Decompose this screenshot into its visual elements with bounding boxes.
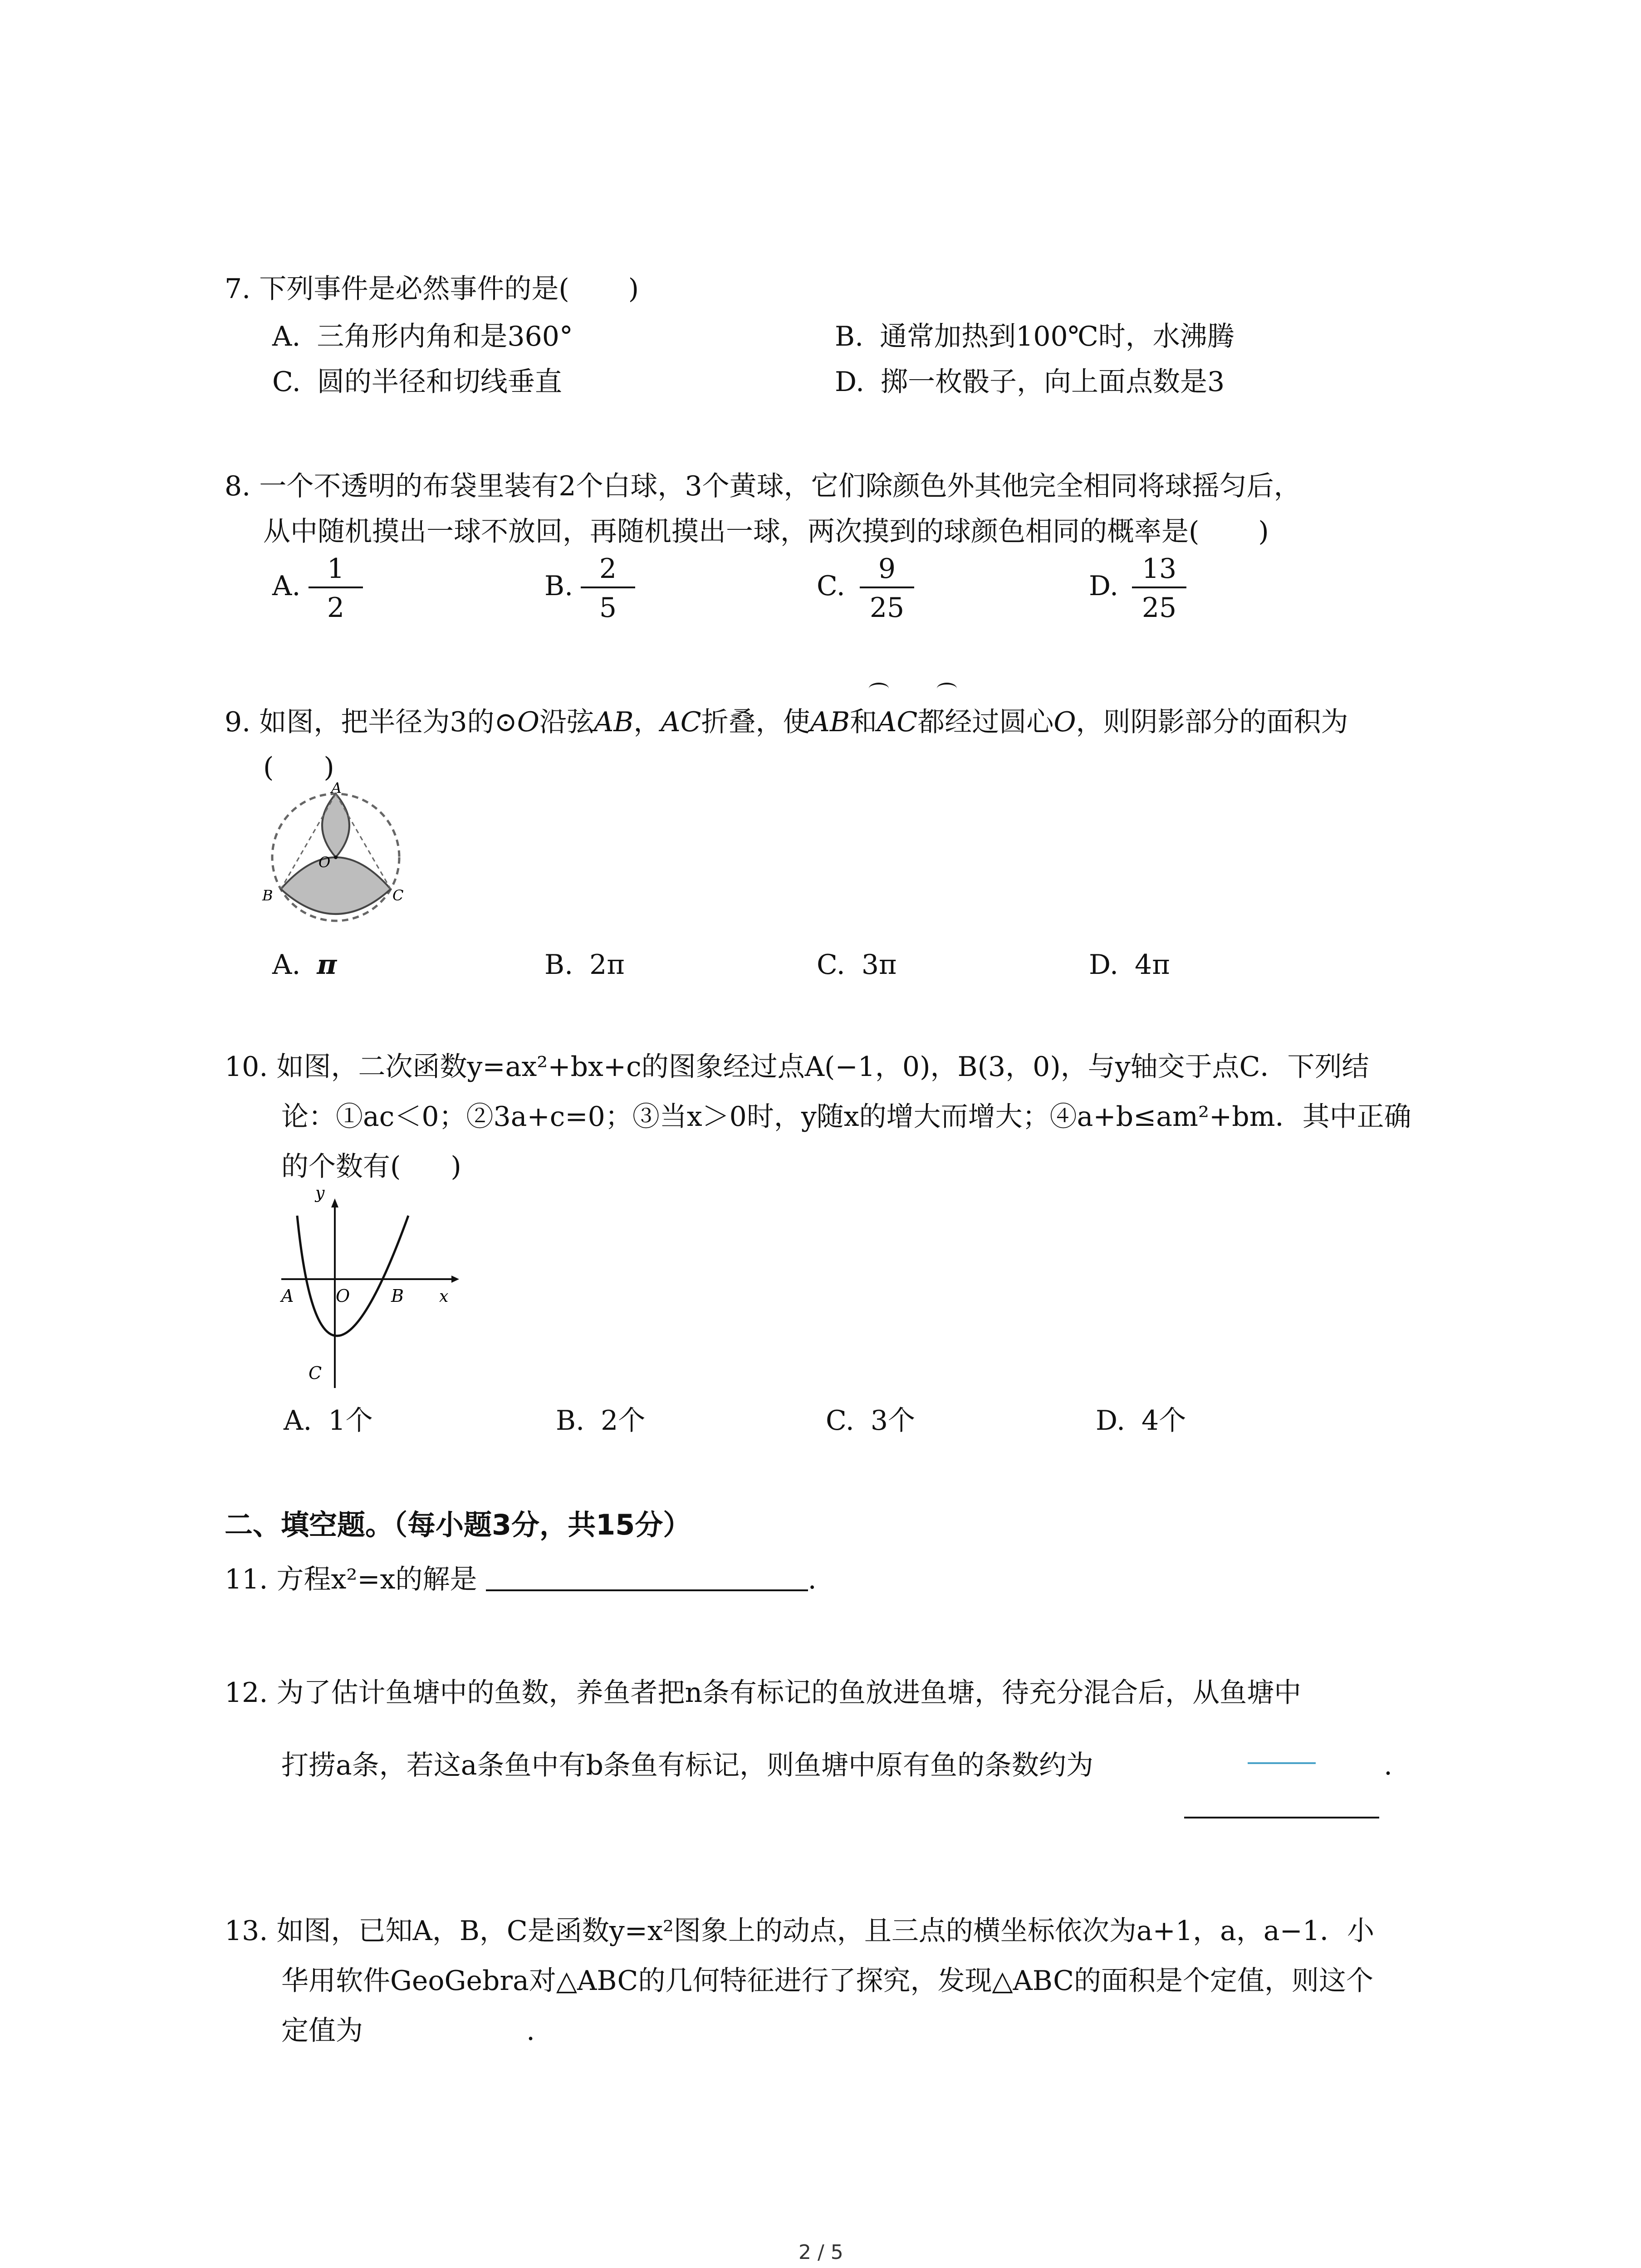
q10-number: 10. [225, 1051, 268, 1083]
q9-var: O [517, 706, 539, 738]
q8-option-a[interactable] [272, 567, 300, 605]
q13-line3-text: 定值为 [281, 2015, 363, 2047]
q10-line3-text: 的个数有( [281, 1151, 401, 1183]
q13-line2 [281, 1962, 1373, 2000]
q7-option-a[interactable] [272, 318, 573, 356]
denominator: 25 [1141, 592, 1177, 624]
q8-line1-text: 一个不透明的布袋里装有2个白球，3个黄球，它们除颜色外其他完全相同将球摇匀后， [259, 470, 1301, 502]
x-axis-arrow [451, 1276, 459, 1283]
q12-fraction-bar [1248, 1762, 1316, 1764]
option-label: C. [817, 570, 845, 602]
q9-option-a[interactable] [272, 946, 337, 984]
q7-option-c[interactable] [272, 363, 562, 401]
q9-circle-figure [259, 779, 413, 925]
option-label: B. [544, 570, 573, 602]
q10-option-d[interactable] [1096, 1402, 1186, 1440]
q7-stem-text: 下列事件是必然事件的是( [259, 273, 569, 305]
arc-mark-ab [869, 683, 889, 694]
q8-option-c[interactable] [817, 567, 845, 605]
label-b: B [262, 887, 273, 904]
y-axis-arrow [331, 1198, 338, 1207]
option-label: C. [817, 949, 845, 981]
label-o: O [318, 854, 331, 871]
q9-var: AB [810, 706, 850, 738]
numerator: 9 [860, 551, 914, 588]
q9-var: AC [661, 706, 701, 738]
q9-text: 都经过圆心 [917, 706, 1054, 738]
numerator: 13 [1132, 551, 1186, 588]
q13-line3 [281, 2012, 535, 2050]
option-text: 三角形内角和是360° [317, 321, 573, 352]
label-y: y [315, 1184, 325, 1202]
q8-option-d[interactable] [1089, 567, 1118, 605]
q9-open: ( [263, 752, 274, 783]
q9-var: AB [593, 706, 634, 738]
option-label: A. [272, 949, 301, 981]
label-a: A [281, 1286, 294, 1306]
q11-answer-blank[interactable] [486, 1589, 808, 1591]
option-label: C. [272, 366, 301, 398]
q10-parabola-figure [272, 1184, 463, 1402]
page-number: 2 / 5 [798, 2241, 843, 2264]
parabola-curve [297, 1216, 408, 1336]
q9-text: ，则阴影部分的面积为 [1076, 706, 1348, 738]
q13-line1-text: 如图，已知A，B，C是函数y=x²图象上的动点，且三点的横坐标依次为a+1，a，a−1．小 [276, 1915, 1375, 1947]
q8-fraction-c [860, 551, 914, 627]
q12-end: . [1384, 1750, 1393, 1781]
option-text: 4个 [1141, 1405, 1186, 1437]
option-text: 2π [589, 949, 625, 981]
q9-text: ， [633, 706, 661, 738]
q12-line2-text: 打捞a条，若这a条鱼中有b条鱼有标记，则鱼塘中原有鱼的条数约为 [281, 1750, 1093, 1781]
q8-fraction-d [1132, 551, 1186, 627]
q12-answer-blank[interactable] [1184, 1817, 1379, 1818]
option-text: 3个 [870, 1405, 916, 1437]
option-label: D. [1089, 949, 1119, 981]
option-label: D. [1096, 1405, 1126, 1437]
option-text: 3π [861, 949, 897, 981]
option-label: D. [835, 366, 865, 398]
q7-stem [225, 270, 639, 308]
q10-option-c[interactable] [826, 1402, 915, 1440]
shaded-lens-top [322, 794, 349, 857]
q10-option-a[interactable] [284, 1402, 373, 1440]
option-label: B. [835, 321, 864, 352]
q7-close: ) [628, 273, 639, 305]
q12-line1 [225, 1674, 1301, 1712]
numerator: 1 [309, 551, 363, 588]
label-a: A [331, 779, 342, 797]
q11-number: 11. [225, 1564, 268, 1595]
q10-line1 [225, 1048, 1369, 1086]
q9-option-b[interactable] [544, 946, 625, 984]
q11-text: 方程x²=x的解是 [276, 1564, 477, 1595]
q10-line3 [281, 1148, 461, 1186]
q9-var: AC [877, 706, 918, 738]
q11-line [225, 1560, 817, 1598]
q11-end: . [808, 1564, 817, 1595]
q10-close: ) [451, 1151, 461, 1183]
q9-text: 如图，把半径为3的⊙ [259, 706, 517, 738]
q9-option-c[interactable] [817, 946, 896, 984]
section-title: 二、填空题。（每小题3分，共15分） [225, 1508, 691, 1541]
option-label: C. [826, 1405, 854, 1437]
option-label: B. [544, 949, 573, 981]
q9-line1 [225, 703, 1348, 741]
option-label: B. [556, 1405, 585, 1437]
q8-fraction-a [309, 551, 363, 627]
option-text: π [317, 949, 337, 981]
option-label: D. [1089, 570, 1119, 602]
q9-text: 和 [850, 706, 877, 738]
q13-line2-text: 华用软件GeoGebra对△ABC的几何特征进行了探究，发现△ABC的面积是个定值，则这个 [281, 1965, 1374, 1997]
option-label: A. [272, 321, 301, 352]
option-text: 1个 [328, 1405, 373, 1437]
option-text: 掷一枚骰子，向上面点数是3 [881, 366, 1225, 398]
q13-number: 13. [225, 1915, 268, 1947]
q8-fraction-b [581, 551, 635, 627]
shaded-bottom-region [281, 857, 391, 914]
option-text: 4π [1135, 949, 1170, 981]
q9-option-d[interactable] [1089, 946, 1170, 984]
label-x: x [439, 1287, 449, 1306]
q8-line1 [225, 467, 1301, 505]
q10-line1-text: 如图，二次函数y=ax²+bx+c的图象经过点A(−1，0)，B(3，0)，与y轴交于点C．下列结 [276, 1051, 1369, 1083]
center-point [334, 855, 338, 859]
option-text: 通常加热到100℃时，水沸腾 [880, 321, 1234, 352]
label-b: B [391, 1286, 404, 1306]
option-text: 2个 [601, 1405, 646, 1437]
q10-line2 [281, 1098, 1411, 1136]
label-c: C [309, 1363, 322, 1383]
q13-line1 [225, 1912, 1374, 1950]
denominator: 5 [599, 592, 617, 624]
q9-number: 9. [225, 706, 251, 738]
q8-number: 8. [225, 470, 251, 502]
label-o: O [336, 1286, 350, 1306]
q9-text: 沿弦 [539, 706, 594, 738]
q10-option-b[interactable] [556, 1402, 645, 1440]
q7-option-d[interactable] [835, 363, 1225, 401]
q8-close: ) [1258, 516, 1269, 547]
option-label: A. [284, 1405, 312, 1437]
q13-end: . [526, 2015, 535, 2047]
q9-text: 折叠，使 [701, 706, 810, 738]
q8-option-b[interactable] [544, 567, 573, 605]
option-label: A. [272, 570, 301, 602]
q12-line1-text: 为了估计鱼塘中的鱼数，养鱼者把n条有标记的鱼放进鱼塘，待充分混合后，从鱼塘中 [276, 1677, 1302, 1709]
label-c: C [392, 887, 404, 904]
denominator: 2 [327, 592, 345, 624]
numerator: 2 [581, 551, 635, 588]
q7-option-b[interactable] [835, 318, 1234, 356]
denominator: 25 [869, 592, 905, 624]
q8-line2 [263, 513, 1269, 551]
q9-var: O [1053, 706, 1076, 738]
q12-number: 12. [225, 1677, 268, 1709]
q9-close: ) [323, 752, 334, 783]
q8-line2-text: 从中随机摸出一球不放回，再随机摸出一球，两次摸到的球颜色相同的概率是( [263, 516, 1200, 547]
q12-line2 [281, 1746, 1093, 1784]
arc-mark-ac [937, 683, 957, 694]
q9-line2 [263, 748, 334, 787]
q7-number: 7. [225, 273, 251, 305]
q10-line2-text: 论：①ac＜0；②3a+c=0；③当x＞0时，y随x的增大而增大；④a+b≤am²+bm．其中正确 [281, 1101, 1411, 1133]
option-text: 圆的半径和切线垂直 [317, 366, 562, 398]
